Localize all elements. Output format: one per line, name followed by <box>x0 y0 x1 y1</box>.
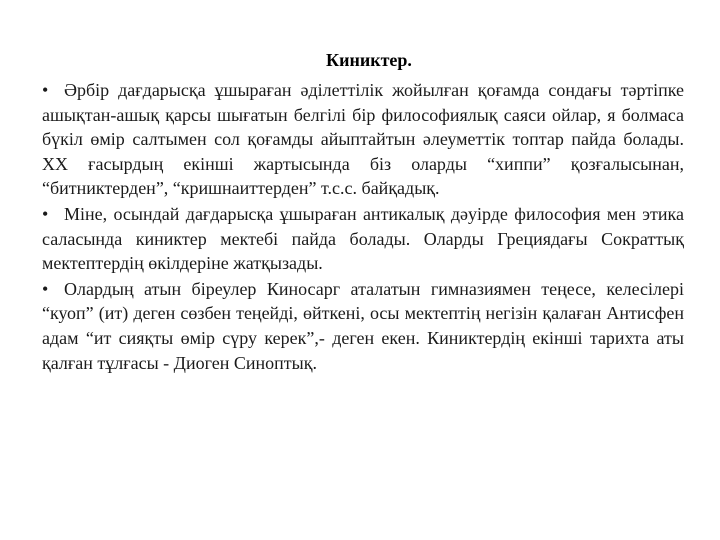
bullet-paragraph-1 <box>42 78 684 201</box>
bullet-icon: • <box>42 278 49 299</box>
slide-body <box>42 78 684 376</box>
slide-title: Киниктер. <box>326 50 412 70</box>
bullet-paragraph-2 <box>42 202 684 276</box>
paragraph-text-2: Міне, осындай дағдарысқа ұшыраған антикалық дәуірде философия мен этика саласында киниктер мектебі пайда болады. Оларды Грециядағы Сократтық мектептердің өкілдеріне жатқызады. <box>42 203 684 274</box>
bullet-icon: • <box>42 80 49 100</box>
paragraph-text-3: Олардың атын біреулер Киносарг аталатын гимназиямен теңесе, келесілері “куоп” (ит) деген сөзбен теңейді, өйткені, осы мектептің негізін қалаған Антисфен адам “ит сияқты өмір сүру керек”,- деген екен. Киниктердің екінші тарихта аты қалған тұлғасы - Диоген Синоптық. <box>42 278 684 373</box>
bullet-icon: • <box>42 203 49 224</box>
paragraph-text-1: Әрбір дағдарысқа ұшыраған әділеттілік жойылған қоғамда сондағы тәртіпке ашықтан-ашық қарсы шығатын белгілі бір философиялық саяси ойлар, я болмаса бүкіл өмір салтымен сол қоғамды айыптайтын әлеуметтік топтар пайда болады. ХХ ғасырдың екінші жартысында біз оларды “хиппи” қозғалысынан, “битниктерден”, “кришнаиттерден” т.с.с. байқадық. <box>42 80 684 199</box>
bullet-paragraph-3 <box>42 277 684 375</box>
